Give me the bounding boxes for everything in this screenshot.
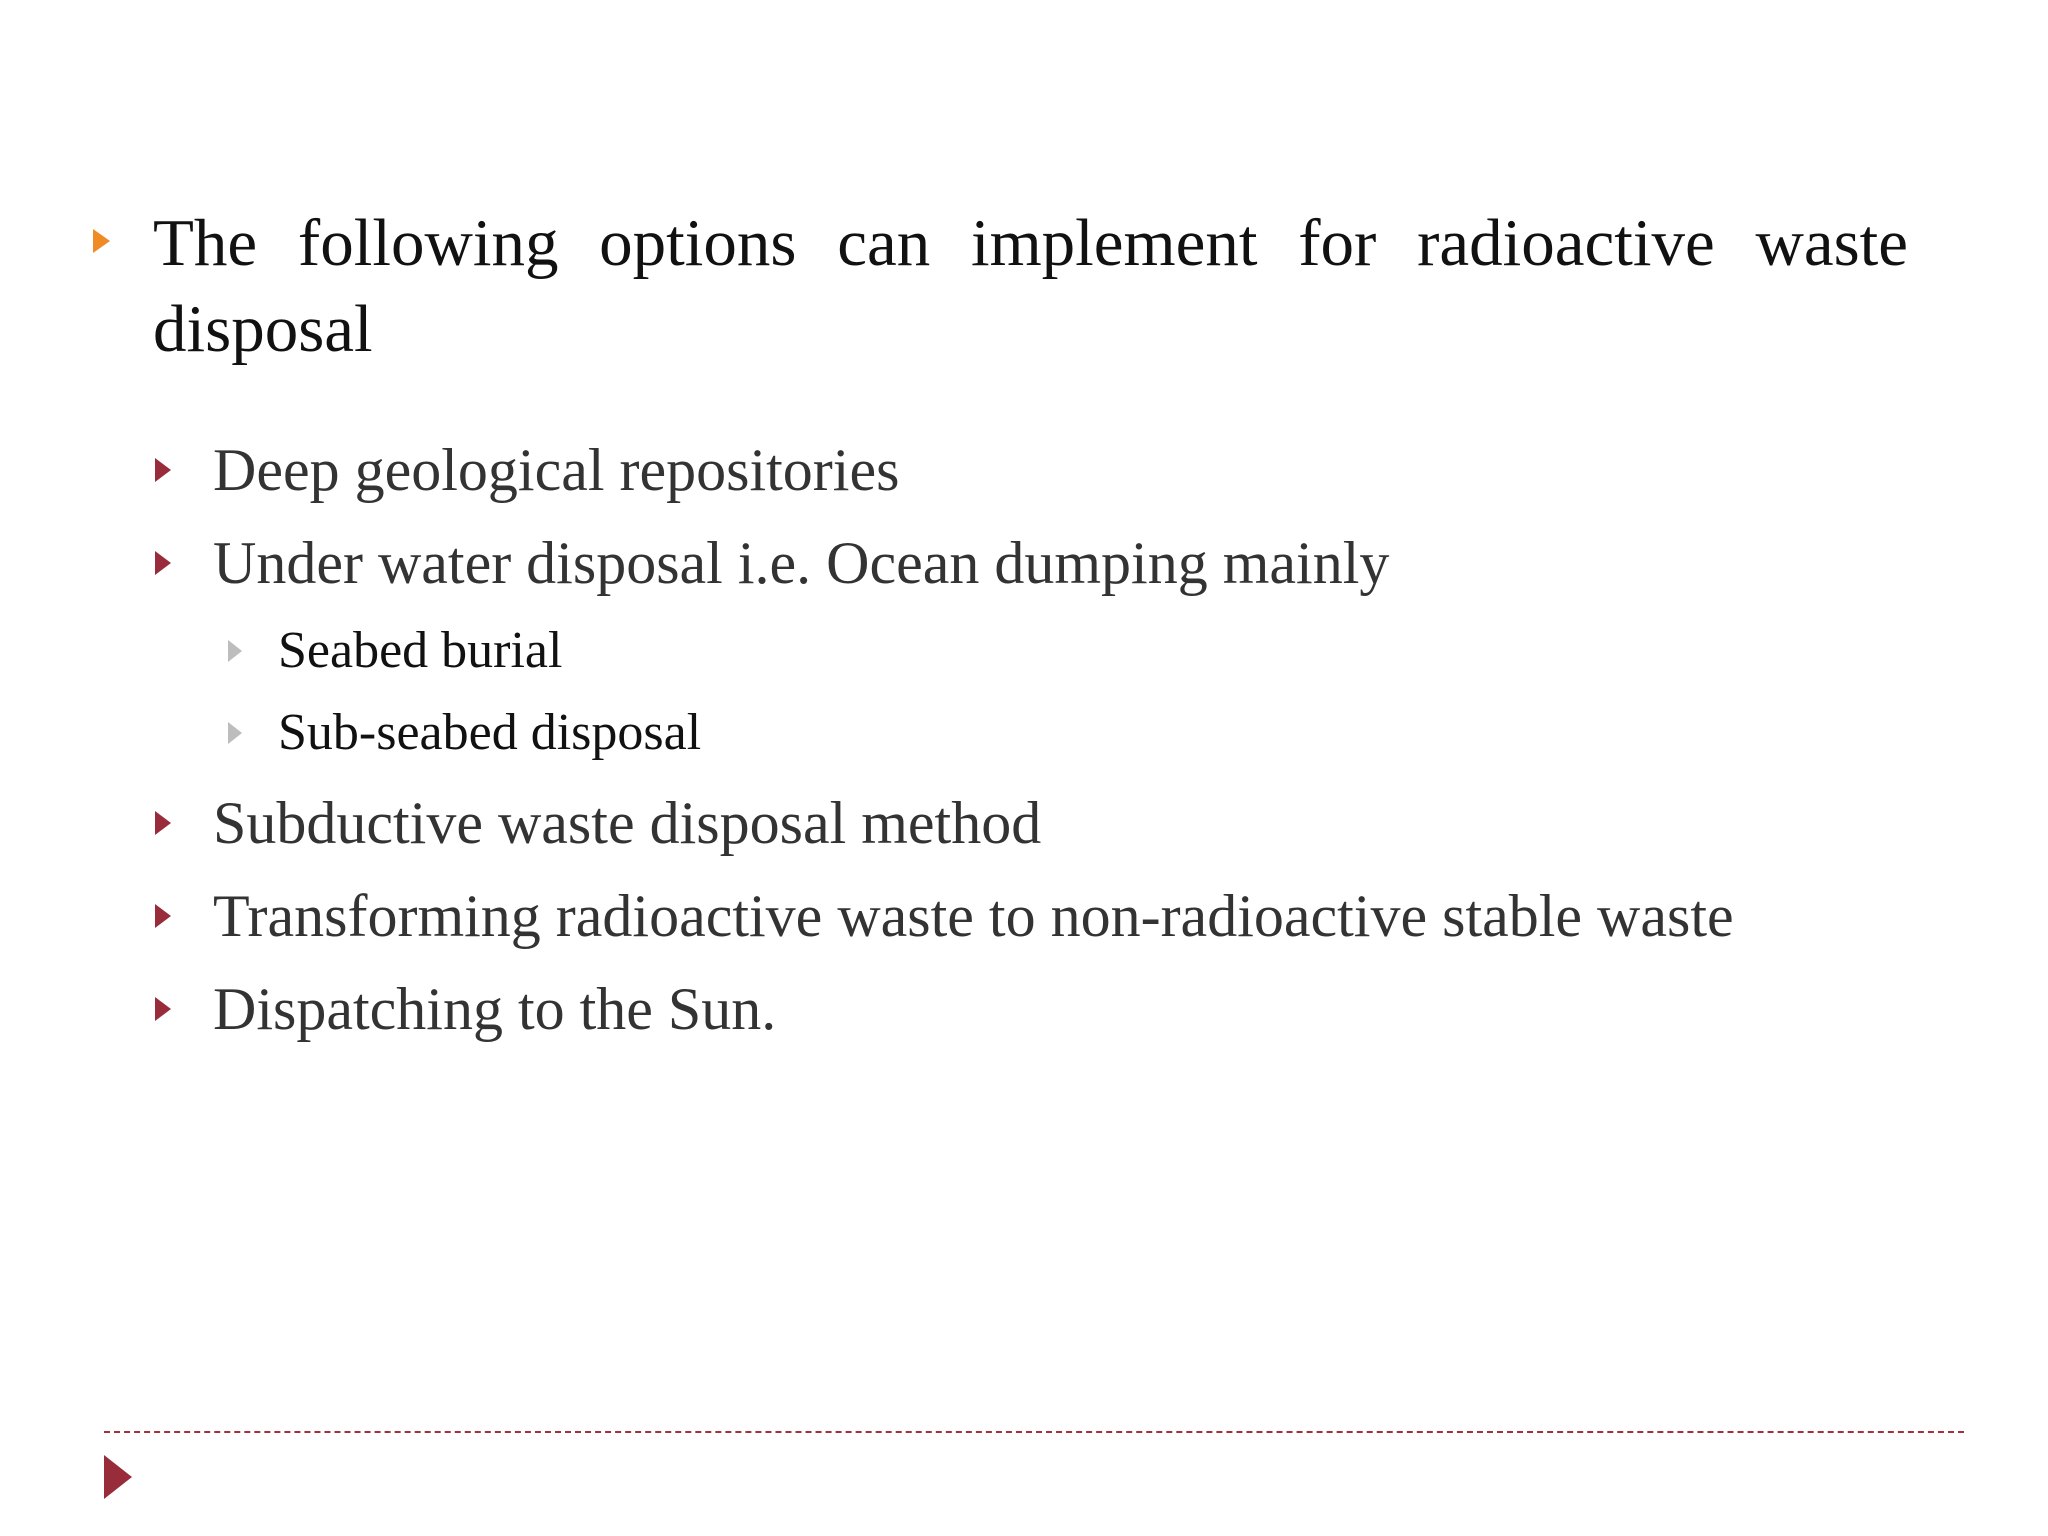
bullet-text: Sub-seabed disposal [278,704,702,761]
bullet-text: Seabed burial [278,622,563,679]
bullet-arrow-icon [228,640,242,662]
bullet-text: Under water disposal i.e. Ocean dumping mainly [213,530,1390,596]
footer-dashed-divider [104,1431,1964,1433]
bullet-arrow-icon [155,997,171,1021]
bullet-arrow-icon [228,722,242,744]
bullet-list [93,200,1973,1060]
bullet-arrow-icon [155,811,171,835]
bullet-arrow-icon [93,229,110,253]
bullet-text: The following options can implement for radioactive waste disposal [153,206,1908,366]
footer-arrow-icon [104,1455,132,1499]
bullet-arrow-icon [155,551,171,575]
bullet-text: Subductive waste disposal method [213,790,1042,856]
bullet-text: Transforming radioactive waste to non-radioactive stable waste [213,883,1734,949]
bullet-text: Dispatching to the Sun. [213,976,777,1042]
bullet-arrow-icon [155,904,171,928]
bullet-arrow-icon [155,458,171,482]
bullet-text: Deep geological repositories [213,437,900,503]
